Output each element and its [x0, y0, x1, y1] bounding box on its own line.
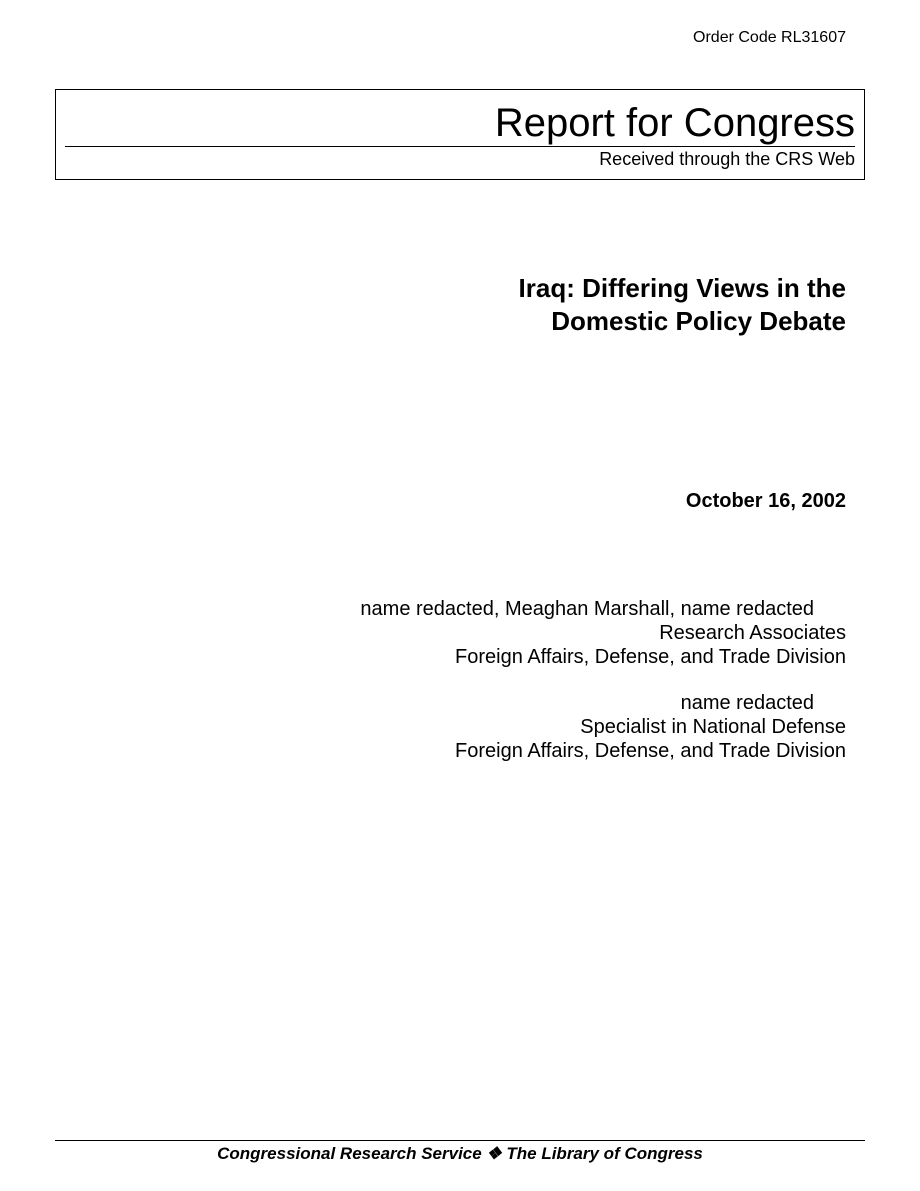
author-role: Research Associates — [659, 622, 846, 644]
author-role: Specialist in National Defense — [580, 716, 846, 738]
report-title: Report for Congress — [494, 101, 855, 145]
author-names: name redacted, Meaghan Marshall, name redacted — [360, 598, 814, 620]
document-title — [519, 272, 846, 338]
author-names: name redacted — [680, 692, 814, 714]
author-division: Foreign Affairs, Defense, and Trade Division — [455, 740, 846, 762]
footer-divider — [55, 1140, 865, 1141]
author-block-specialist — [455, 691, 846, 763]
report-subtitle: Received through the CRS Web — [599, 149, 855, 169]
document-date: October 16, 2002 — [685, 490, 846, 512]
header-divider — [65, 146, 855, 147]
report-header — [55, 89, 865, 180]
order-code: Order Code RL31607 — [693, 29, 846, 46]
document-title-line-2: Domestic Policy Debate — [551, 306, 846, 336]
author-block-research-associates — [360, 597, 846, 669]
footer-text: Congressional Research Service ❖ The Library of Congress — [217, 1144, 703, 1163]
author-division: Foreign Affairs, Defense, and Trade Division — [455, 646, 846, 668]
document-title-line-1: Iraq: Differing Views in the — [518, 273, 846, 303]
